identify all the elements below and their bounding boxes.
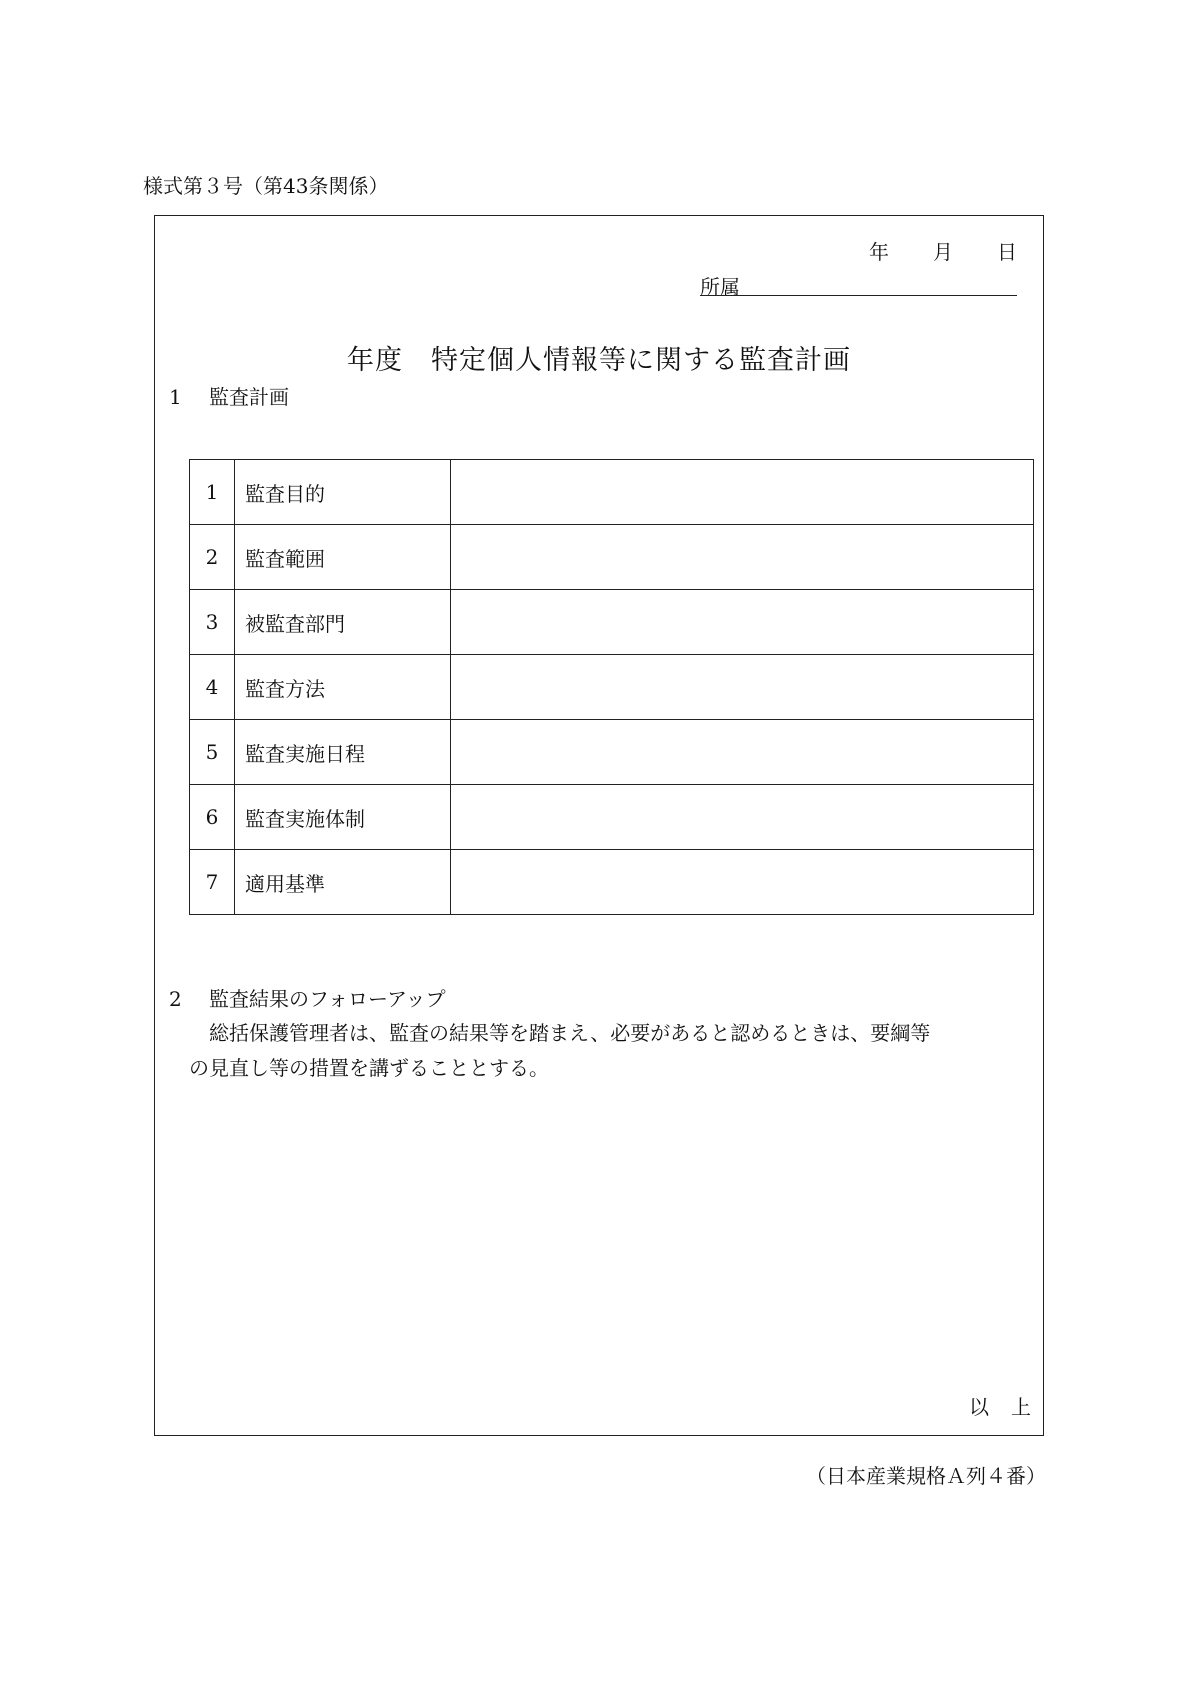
form-number: 様式第３号（第43条関係） — [143, 174, 389, 198]
row-number: 4 — [190, 655, 235, 720]
section1-title: 監査計画 — [209, 385, 289, 409]
date-day-label: 日 — [997, 240, 1017, 264]
audit-plan-table — [189, 459, 1034, 915]
row-number: 5 — [190, 720, 235, 785]
affiliation-label: 所属 — [700, 275, 740, 299]
section2-title: 監査結果のフォローアップ — [209, 987, 446, 1011]
followup-body — [189, 1016, 1039, 1086]
end-mark-left: 以 — [969, 1395, 989, 1419]
section2-number: 2 — [169, 987, 182, 1011]
row-value-field[interactable] — [451, 590, 1034, 655]
row-value-field[interactable] — [451, 525, 1034, 590]
followup-line-2: の見直し等の措置を講ずることとする。 — [189, 1056, 549, 1080]
section1-heading — [169, 381, 289, 410]
row-item-label: 被監査部門 — [235, 590, 451, 655]
table-row — [190, 655, 1034, 720]
paper-size-note: （日本産業規格Ａ列４番） — [806, 1464, 1046, 1488]
row-item-label: 監査目的 — [235, 460, 451, 525]
table-row — [190, 590, 1034, 655]
row-number: 3 — [190, 590, 235, 655]
row-value-field[interactable] — [451, 655, 1034, 720]
table-row — [190, 460, 1034, 525]
table-row — [190, 850, 1034, 915]
row-value-field[interactable] — [451, 850, 1034, 915]
section1-number: 1 — [169, 385, 182, 409]
affiliation-underline — [700, 295, 1017, 296]
row-number: 1 — [190, 460, 235, 525]
row-number: 2 — [190, 525, 235, 590]
date-month-label: 月 — [933, 240, 953, 264]
followup-line-1: 総括保護管理者は、監査の結果等を踏まえ、必要があると認めるときは、要綱等 — [209, 1021, 931, 1045]
row-number: 6 — [190, 785, 235, 850]
section2-heading — [169, 983, 446, 1012]
end-mark-right: 上 — [1011, 1395, 1031, 1419]
table-row — [190, 785, 1034, 850]
table-row — [190, 525, 1034, 590]
row-value-field[interactable] — [451, 720, 1034, 785]
row-item-label: 監査実施体制 — [235, 785, 451, 850]
row-item-label: 適用基準 — [235, 850, 451, 915]
table-row — [190, 720, 1034, 785]
form-frame — [154, 215, 1044, 1436]
end-mark — [969, 1391, 1031, 1420]
date-year-label: 年 — [869, 240, 889, 264]
row-number: 7 — [190, 850, 235, 915]
row-item-label: 監査方法 — [235, 655, 451, 720]
date-line — [869, 236, 1017, 265]
row-item-label: 監査範囲 — [235, 525, 451, 590]
row-item-label: 監査実施日程 — [235, 720, 451, 785]
row-value-field[interactable] — [451, 785, 1034, 850]
document-title: 年度 特定個人情報等に関する監査計画 — [347, 345, 851, 376]
row-value-field[interactable] — [451, 460, 1034, 525]
